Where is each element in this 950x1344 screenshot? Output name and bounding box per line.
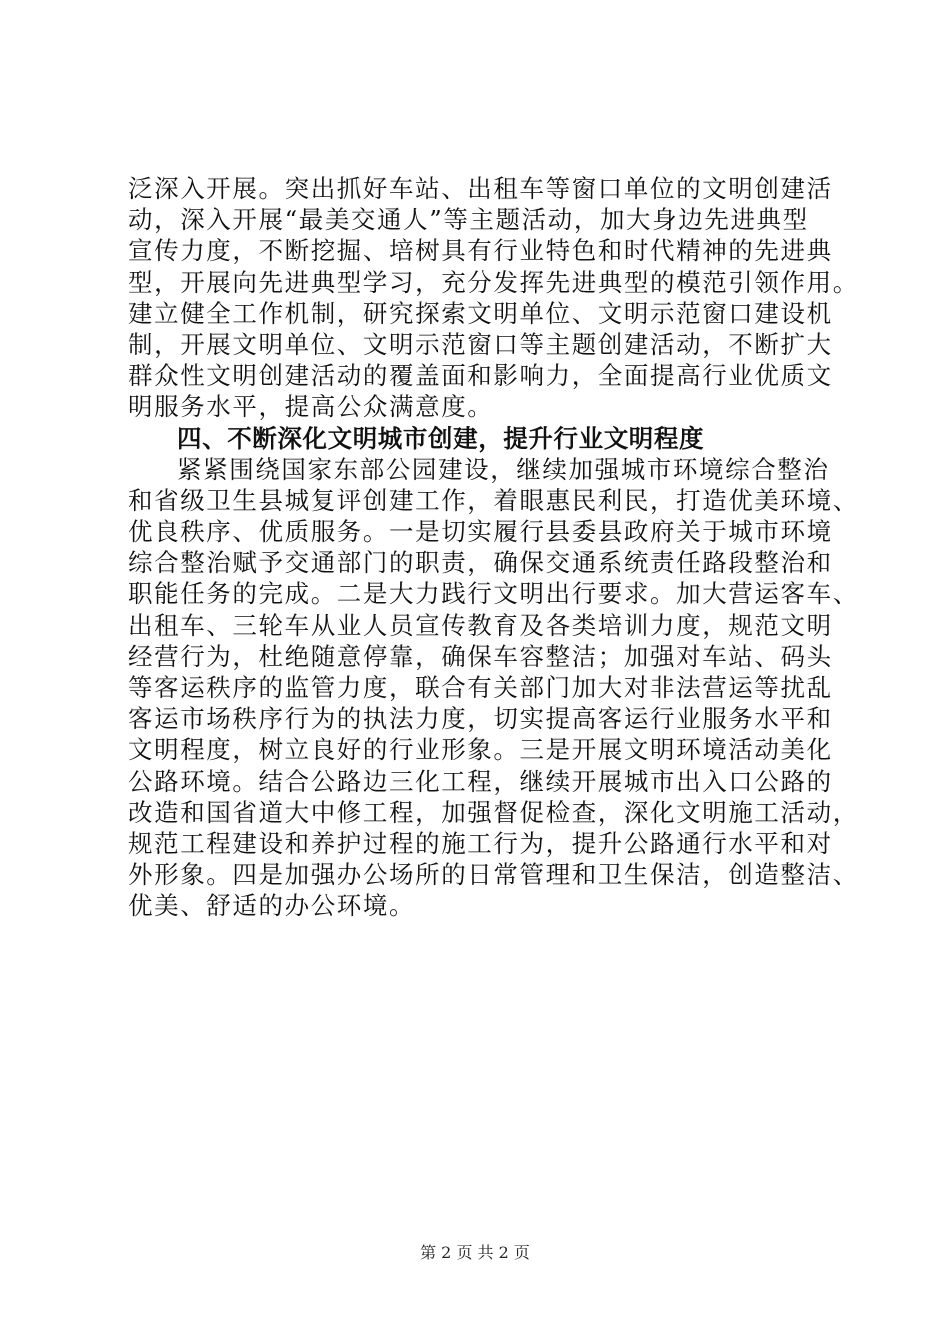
paragraph-first-line: 紧紧围绕国家东部公园建设，继续加强城市环境综合整治 bbox=[177, 454, 830, 484]
body-line: 公路环境。结合公路边三化工程，继续开展城市出入口公路的 bbox=[128, 766, 833, 796]
body-line: 群众性文明创建活动的覆盖面和影响力，全面提高行业优质文 bbox=[128, 361, 833, 391]
body-line: 综合整治赋予交通部门的职责，确保交通系统责任路段整治和 bbox=[128, 548, 833, 578]
body-line: 改造和国省道大中修工程，加强督促检查，深化文明施工活动， bbox=[128, 797, 859, 827]
body-line: 型，开展向先进典型学习，充分发挥先进典型的模范引领作用。 bbox=[128, 267, 859, 297]
document-body bbox=[128, 173, 859, 922]
body-line: 文明程度，树立良好的行业形象。三是开展文明环境活动美化 bbox=[128, 735, 833, 765]
body-line: 宣传力度，不断挖掘、培树具有行业特色和时代精神的先进典 bbox=[128, 236, 833, 266]
body-line: 制，开展文明单位、文明示范窗口等主题创建活动，不断扩大 bbox=[128, 329, 833, 359]
body-line: 动，深入开展“最美交通人”等主题活动，加大身边先进典型 bbox=[128, 205, 809, 235]
body-line: 优美、舒适的办公环境。 bbox=[128, 891, 416, 921]
body-line: 和省级卫生县城复评创建工作，着眼惠民利民，打造优美环境、 bbox=[128, 485, 859, 515]
body-line: 明服务水平，提高公众满意度。 bbox=[128, 392, 494, 422]
body-line: 优良秩序、优质服务。一是切实履行县委县政府关于城市环境 bbox=[128, 517, 833, 547]
body-line: 等客运秩序的监管力度，联合有关部门加大对非法营运等扰乱 bbox=[128, 673, 833, 702]
body-line: 泛深入开展。突出抓好车站、出租车等窗口单位的文明创建活 bbox=[128, 174, 833, 203]
body-line: 出租车、三轮车从业人员宣传教育及各类培训力度，规范文明 bbox=[128, 610, 833, 640]
body-line: 外形象。四是加强办公场所的日常管理和卫生保洁，创造整洁、 bbox=[128, 860, 859, 890]
body-line: 职能任务的完成。二是大力践行文明出行要求。加大营运客车、 bbox=[128, 579, 859, 609]
page-number-footer: 第 2 页 共 2 页 bbox=[420, 1243, 530, 1262]
section-heading: 四、不断深化文明城市创建，提升行业文明程度 bbox=[177, 423, 705, 453]
body-line: 客运市场秩序行为的执法力度，切实提高客运行业服务水平和 bbox=[128, 704, 833, 734]
body-line: 规范工程建设和养护过程的施工行为，提升公路通行水平和对 bbox=[128, 828, 833, 858]
body-line: 建立健全工作机制，研究探索文明单位、文明示范窗口建设机 bbox=[128, 298, 833, 328]
body-line: 经营行为，杜绝随意停靠，确保车容整洁；加强对车站、码头 bbox=[128, 641, 833, 671]
